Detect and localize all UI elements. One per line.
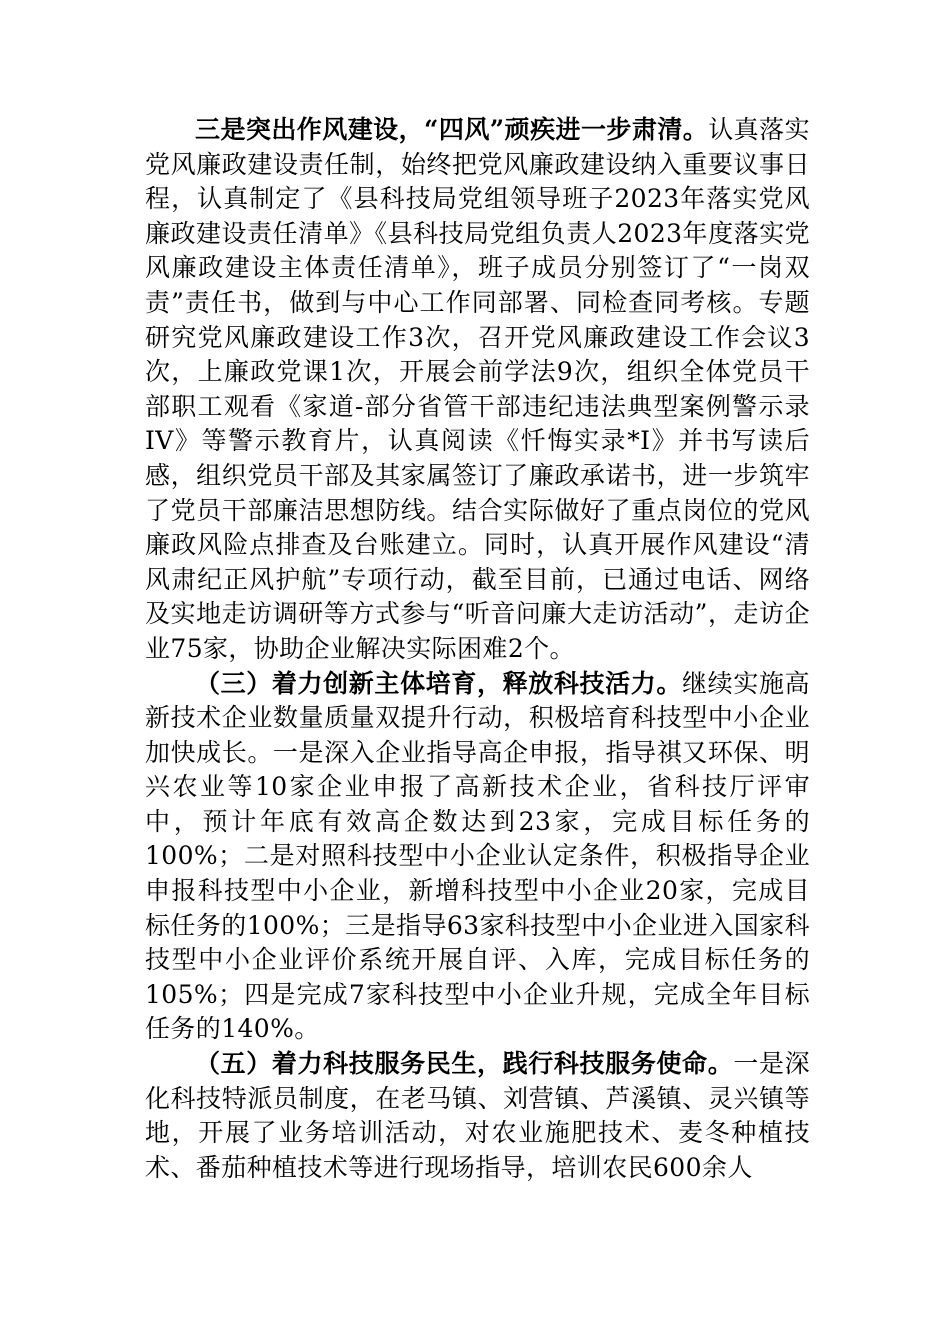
- paragraph-style-building: [145, 113, 810, 667]
- paragraph-body: 一是深化科技特派员制度，在老马镇、刘营镇、芦溪镇、灵兴镇等地，开展了业务培训活动，对农业施肥技术、麦冬种植技术、番茄种植技术等进行现场指导，培训农民600余人: [145, 1049, 810, 1182]
- paragraph-innovation-cultivation: [145, 667, 810, 1048]
- paragraph-heading: （三）着力创新主体培育，释放科技活力。: [195, 668, 683, 698]
- paragraph-body: 继续实施高新技术企业数量质量双提升行动，积极培育科技型中小企业加快成长。一是深入企业指导高企申报，指导祺又环保、明兴农业等10家企业申报了高新技术企业，省科技厅评审中，预计年底有效高企数达到23家，完成目标任务的100%；二是对照科技型中小企业认定条件，积极指导企业申报科技型中小企业，新增科技型中小企业20家，完成目标任务的100%；三是指导63家科技型中小企业进入国家科技型中小企业评价系统开展自评、入库，完成目标任务的105%；四是完成7家科技型中小企业升规，完成全年目标任务的140%。: [145, 668, 810, 1044]
- paragraph-livelihood-service: [145, 1047, 810, 1185]
- paragraph-heading: （五）着力科技服务民生，践行科技服务使命。: [195, 1049, 734, 1079]
- paragraph-heading: 三是突出作风建设，“四风”顽疾进一步肃清。: [195, 115, 709, 144]
- document-page: [145, 113, 810, 1185]
- paragraph-body: 认真落实党风廉政建设责任制，始终把党风廉政建设纳入重要议事日程，认真制定了《县科技局党组领导班子2023年落实党风廉政建设责任清单》《县科技局党组负责人2023年度落实党风廉政建设主体责任清单》，班子成员分别签订了“一岗双责”责任书，做到与中心工作同部署、同检查同考核。专题研究党风廉政建设工作3次，召开党风廉政建设工作会议3次，上廉政党课1次，开展会前学法9次，组织全体党员干部职工观看《家道-部分省管干部违纪违法典型案例警示录IV》等警示教育片，认真阅读《忏悔实录*I》并书写读后感，组织党员干部及其家属签订了廉政承诺书，进一步筑牢了党员干部廉洁思想防线。结合实际做好了重点岗位的党风廉政风险点排查及台账建立。同时，认真开展作风建设“清风肃纪正风护航”专项行动，截至目前，已通过电话、网络及实地走访调研等方式参与“听音问廉大走访活动”，走访企业75家，协助企业解决实际困难2个。: [145, 115, 810, 663]
